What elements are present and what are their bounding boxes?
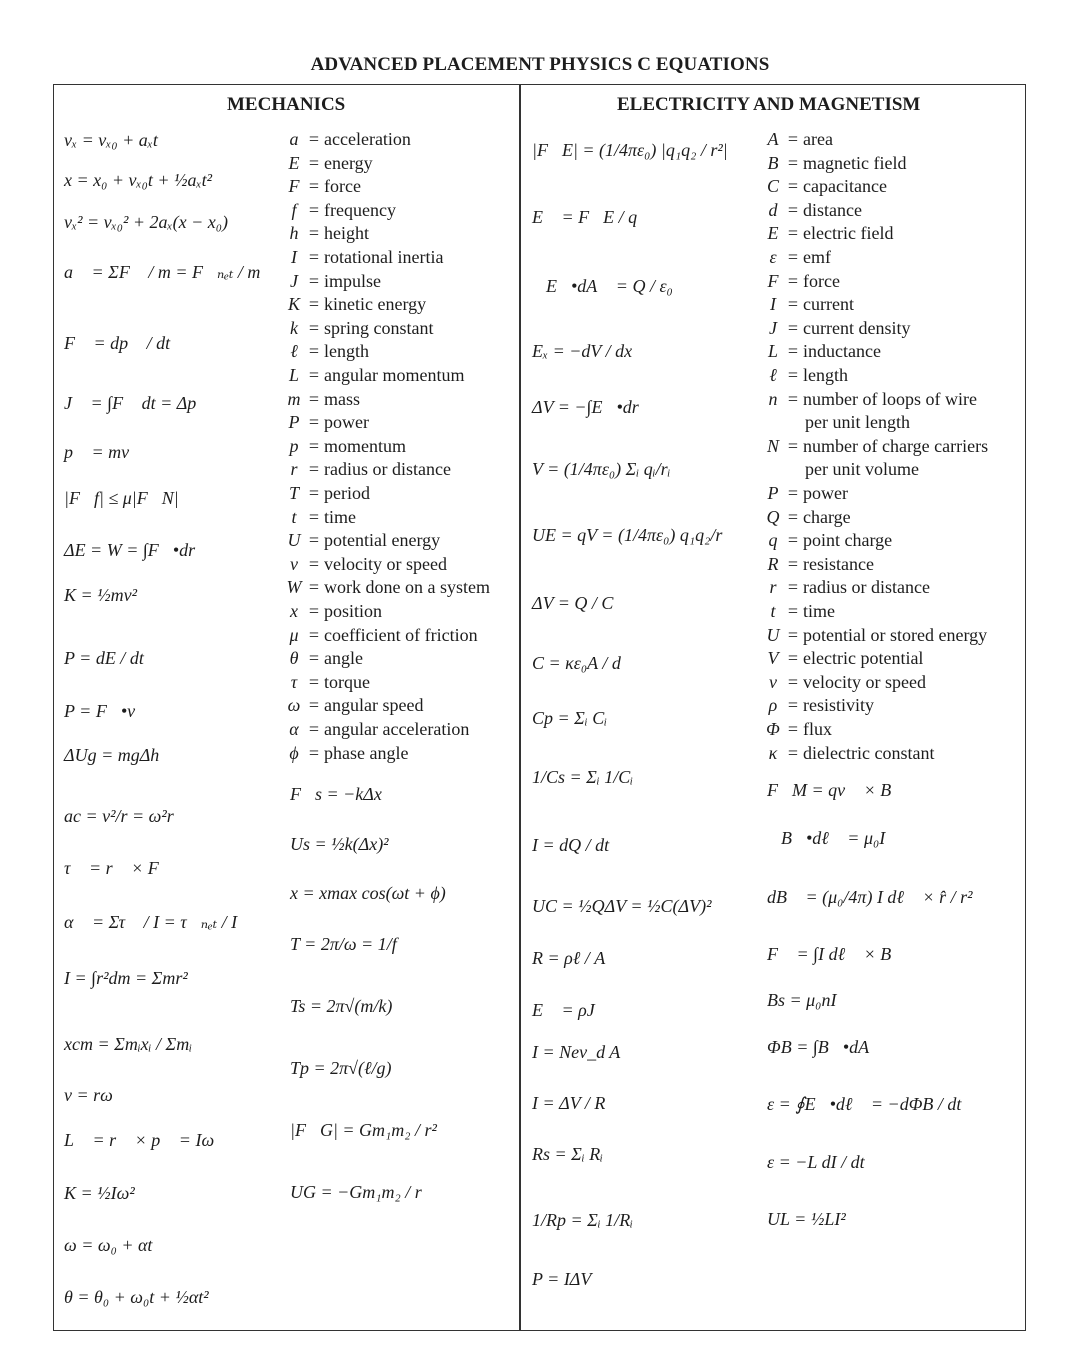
equation: Cp = Σᵢ Cᵢ xyxy=(532,708,608,728)
equation: R = ρℓ / A xyxy=(532,948,606,968)
definition-row-continuation: per unit volume xyxy=(805,459,919,480)
definition-row: L = inductance xyxy=(767,341,881,362)
equation: Rs = Σᵢ Rᵢ xyxy=(532,1144,604,1164)
definition-row: t = time xyxy=(770,601,835,621)
definition-row: a = acceleration xyxy=(289,129,411,149)
equation: vₓ = vₓ₀ + aₓt xyxy=(64,130,158,150)
definition-row: K = kinetic energy xyxy=(287,294,427,315)
equation: I = ∫r²dm = Σmr² xyxy=(64,968,188,988)
definition-row-continuation: per unit length xyxy=(805,412,910,433)
definition-row: V = electric potential xyxy=(767,648,924,669)
equation: ac = v²/r = ω²r xyxy=(64,806,174,826)
definition-row: v = velocity or speed xyxy=(290,553,447,574)
equation: |F⃗f| ≤ μ|F⃗N| xyxy=(64,488,179,508)
equation: K = ½Iω² xyxy=(64,1183,135,1203)
definition-row: ε = emf xyxy=(769,247,831,267)
equation: dB⃗ = (μ₀/4π) I dℓ⃗ × r̂ / r² xyxy=(767,887,973,907)
definition-row: k = spring constant xyxy=(290,317,434,338)
equation: p⃗ = mv⃗ xyxy=(64,442,144,462)
equation: L⃗ = r⃗ × p⃗ = Iω⃗ xyxy=(64,1130,229,1150)
equation: P = dE / dt xyxy=(64,648,144,668)
definition-row: ϕ = phase angle xyxy=(289,742,409,763)
equation: T = 2π/ω = 1/f xyxy=(290,934,397,954)
definition-row: m = mass xyxy=(287,388,360,409)
definition-row: μ = coefficient of friction xyxy=(289,624,478,645)
equation: UE = qV = (1/4πε₀) q₁q₂/r xyxy=(532,525,723,545)
equation: P = F⃗•v⃗ xyxy=(64,701,150,721)
equation: J⃗ = ∫F⃗ dt = Δp⃗ xyxy=(64,393,211,413)
equation: ΔUg = mgΔh xyxy=(64,745,160,765)
definition-row: t = time xyxy=(291,506,356,527)
equation: Bs = μ₀nI xyxy=(767,990,837,1010)
definition-row: x = position xyxy=(290,601,383,621)
definition-row: κ = dielectric constant xyxy=(768,742,935,763)
definition-row: α = angular acceleration xyxy=(289,719,470,739)
equation: I = dQ / dt xyxy=(532,835,610,855)
equation: ΔV = −∫E⃗•dr⃗ xyxy=(532,397,653,417)
equation: x = xmax cos(ωt + ϕ) xyxy=(290,883,446,903)
definition-row: I = current xyxy=(770,294,854,315)
equation: ε = ∮E⃗•dℓ⃗ = −dΦB / dt xyxy=(767,1094,962,1114)
equation: I = ΔV / R xyxy=(532,1093,606,1113)
equation: vₓ² = vₓ₀² + 2aₓ(x − x₀) xyxy=(64,212,229,232)
equation: F⃗ = dp⃗ / dt xyxy=(64,333,171,353)
definition-row: P = power xyxy=(288,412,369,433)
equation: |F⃗E| = (1/4πε₀) |q₁q₂ / r²| xyxy=(532,140,728,160)
equation: 1/Cs = Σᵢ 1/Cᵢ xyxy=(532,767,634,787)
definition-row: A = area xyxy=(767,129,833,149)
definition-row: L = angular momentum xyxy=(288,365,465,385)
equation: F⃗M = qv⃗ × B⃗ xyxy=(767,780,906,800)
equation: F⃗ = ∫I dℓ⃗ × B⃗ xyxy=(767,944,906,964)
definition-row: v = velocity or speed xyxy=(769,671,926,692)
definition-row: F = force xyxy=(288,176,361,197)
definition-row: F = force xyxy=(767,270,840,291)
definition-row: θ = angle xyxy=(289,648,363,669)
equation: a⃗ = ΣF⃗ / m = F⃗ₙₑₜ / m xyxy=(64,262,261,282)
definition-row: B = magnetic field xyxy=(767,152,907,173)
equation: ε = −L dI / dt xyxy=(767,1152,865,1172)
definition-row: f = frequency xyxy=(291,199,396,220)
definition-row: ℓ = length xyxy=(290,341,369,362)
equation: ΔV = Q / C xyxy=(532,593,614,613)
equation: P = IΔV xyxy=(532,1269,592,1289)
equation: Ts = 2π√(m/k) xyxy=(290,996,393,1016)
equation: Eₓ = −dV / dx xyxy=(532,341,633,361)
definition-row: h = height xyxy=(289,223,369,244)
equation: I = Nev_d A xyxy=(532,1042,621,1062)
definition-row: I = rotational inertia xyxy=(291,247,444,267)
equation: ∮B⃗•dℓ⃗ = μ₀I xyxy=(767,828,886,848)
equation: E⃗ = ρJ⃗ xyxy=(532,1000,609,1020)
definition-row: p = momentum xyxy=(289,435,406,456)
equation: C = κε₀A / d xyxy=(532,653,621,673)
equation: α⃗ = Στ⃗ / I = τ⃗ₙₑₜ / I xyxy=(64,912,238,932)
equation: K = ½mv² xyxy=(64,585,138,605)
equation: F⃗s = −kΔx⃗ xyxy=(290,784,396,804)
definition-row: q = point charge xyxy=(768,530,893,551)
definition-row: P = power xyxy=(767,483,848,503)
definition-row: ℓ = length xyxy=(769,365,848,385)
equation: UC = ½QΔV = ½C(ΔV)² xyxy=(532,896,712,916)
equation: V = (1/4πε₀) Σᵢ qᵢ/rᵢ xyxy=(532,459,671,479)
definition-row: τ = torque xyxy=(290,671,370,692)
equation: Us = ½k(Δx)² xyxy=(290,834,389,854)
definition-row: J = current density xyxy=(769,317,911,338)
definition-row: n = number of loops of wire xyxy=(768,388,977,409)
equation: x = x₀ + vₓ₀t + ½aₓt² xyxy=(64,170,213,190)
equation: 1/Rp = Σᵢ 1/Rᵢ xyxy=(532,1210,634,1230)
definition-row: U = potential energy xyxy=(287,530,441,551)
mechanics-heading: MECHANICS xyxy=(227,94,346,115)
definition-row: ω = angular speed xyxy=(287,695,424,716)
equation: θ = θ₀ + ω₀t + ½αt² xyxy=(64,1287,209,1307)
equation: |F⃗G| = Gm₁m₂ / r² xyxy=(290,1120,437,1140)
equation: v = rω xyxy=(64,1085,113,1105)
definition-row: W = work done on a system xyxy=(286,577,490,598)
equation: E⃗ = F⃗E / q xyxy=(532,207,638,227)
definition-row: T = period xyxy=(288,483,370,503)
equation: UG = −Gm₁m₂ / r xyxy=(290,1182,422,1202)
definition-row: J = impulse xyxy=(290,270,381,291)
definition-row: R = resistance xyxy=(767,553,874,574)
definition-row: E = electric field xyxy=(767,223,894,244)
definition-row: U = potential or stored energy xyxy=(766,624,988,645)
equation: UL = ½LI² xyxy=(767,1209,846,1229)
em-heading: ELECTRICITY AND MAGNETISM xyxy=(617,94,921,115)
equation: Tp = 2π√(ℓ/g) xyxy=(290,1058,392,1078)
column-divider xyxy=(519,84,521,1331)
equation: ΦB = ∫B⃗•dA⃗ xyxy=(767,1037,884,1057)
definition-row: Q = charge xyxy=(766,506,851,527)
equation: xcm = Σmᵢxᵢ / Σmᵢ xyxy=(64,1034,193,1054)
definition-row: d = distance xyxy=(768,199,862,220)
definition-row: r = radius or distance xyxy=(290,459,451,480)
definition-row: C = capacitance xyxy=(766,176,887,197)
equation: ω = ω₀ + αt xyxy=(64,1235,153,1255)
definition-row: N = number of charge carriers xyxy=(766,435,989,456)
equation: τ⃗ = r⃗ × F⃗ xyxy=(64,858,173,878)
definition-row: r = radius or distance xyxy=(769,577,930,598)
definition-row: E = energy xyxy=(288,152,373,173)
equation: ∮E⃗•dA⃗ = Q / ε₀ xyxy=(532,276,673,296)
equation: ΔE = W = ∫F⃗•dr⃗ xyxy=(64,540,210,560)
page-title: ADVANCED PLACEMENT PHYSICS C EQUATIONS xyxy=(310,54,770,75)
definition-row: ρ = resistivity xyxy=(768,695,874,716)
definition-row: Φ = flux xyxy=(766,719,832,739)
